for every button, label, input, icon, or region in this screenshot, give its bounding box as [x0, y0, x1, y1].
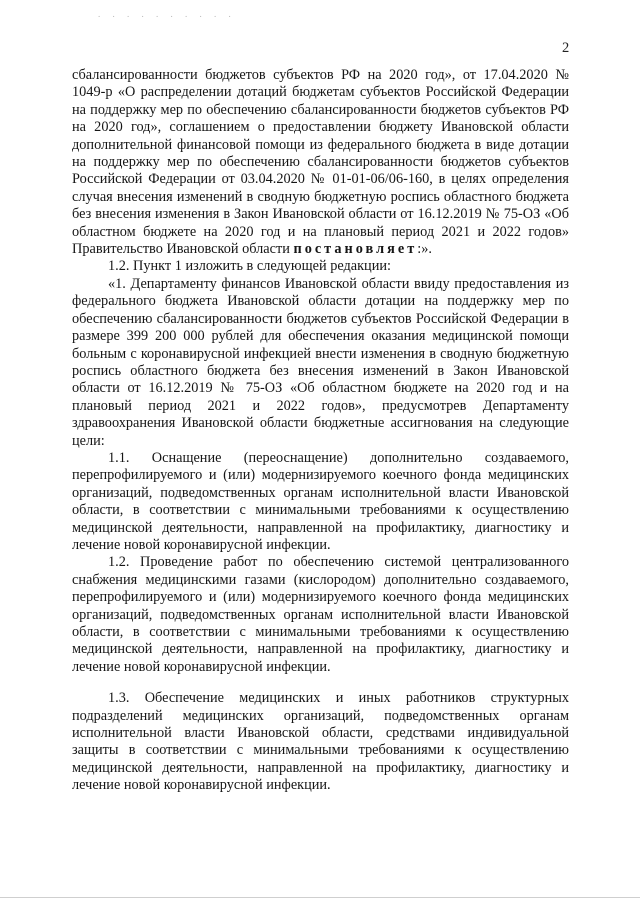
document-body [72, 67, 569, 795]
paragraph-1-3: 1.3. Обеспечение медицинских и иных работников структурных подразделений медицинских организаций, подведомственных органам исполнительной власти Ивановской области, средствами индивидуальной защиты в соответствии с минимальными требованиями к осуществлению медицинской деятельности, направленной на профилактику, диагностику и лечение новой коронавирусной инфекции. [72, 690, 569, 794]
scan-header-marks: . . . . . . . . . . [98, 9, 236, 19]
decree-word: постановляет [293, 241, 418, 258]
quoted-paragraph-1: «1. Департаменту финансов Ивановской области ввиду предоставления из федерального бюджета Ивановской области дотации на поддержку мер по обеспечению сбалансированности бюджетов субъектов Российской Федерации в размере 399 200 000 рублей для обеспечения оказания медицинской помощи больным с коронавирусной инфекцией внести изменения в сводную бюджетную роспись областного бюджета без внесения изменений в Закон Ивановской области от 16.12.2019 № 75-ОЗ «Об областном бюджете на 2020 год и на плановый период 2021 и 2022 годов», предусмотрев Департаменту здравоохранения Ивановской области бюджетные ассигнования на следующие цели: [72, 275, 569, 449]
decree-end: :». [417, 241, 432, 258]
intro-text: сбалансированности бюджетов субъектов РФ на 2020 год», от 17.04.2020 № 1049-р «О распределении дотаций бюджетам субъектов Российской Федерации на поддержку мер по обеспечению сбалансированности бюджетов субъектов РФ на 2020 год», соглашением о предоставлении бюджету Ивановской области дополнительной финансовой помощи из федерального бюджета в виде дотации на поддержку мер по обеспечению сбалансированности бюджетов субъектов Российской Федерации от 03.04.2020 № 01-01-06/06-160, в целях определения случая внесения изменений в сводную бюджетную роспись областного бюджета без внесения изменения в Закон Ивановской области от 16.12.2019 № 75-ОЗ «Об областном бюджете на 2020 год и на плановый период 2021 и 2022 годов» Правительство Ивановской области [72, 67, 569, 258]
intro-paragraph [72, 67, 569, 258]
paragraph-1-2-gas: 1.2. Проведение работ по обеспечению системой централизованного снабжения медицинскими газами (кислородом) дополнительно создаваемого, перепрофилируемого и (или) модернизируемого коечного фонда медицинских организаций, подведомственных органам исполнительной власти Ивановской области, в соответствии с минимальными требованиями к осуществлению медицинской деятельности, направленной на профилактику, диагностику и лечение новой коронавирусной инфекции. [72, 554, 569, 675]
paragraph-1-2: 1.2. Пункт 1 изложить в следующей редакции: [108, 258, 391, 275]
scan-bottom-edge [0, 897, 640, 898]
page-number: 2 [562, 40, 570, 56]
paragraph-1-1: 1.1. Оснащение (переоснащение) дополнительно создаваемого, перепрофилируемого и (или) модернизируемого коечного фонда медицинских организаций, подведомственных органам исполнительной власти Ивановской области, в соответствии с минимальными требованиями к осуществлению медицинской деятельности, направленной на профилактику, диагностику и лечение новой коронавирусной инфекции. [72, 449, 569, 553]
